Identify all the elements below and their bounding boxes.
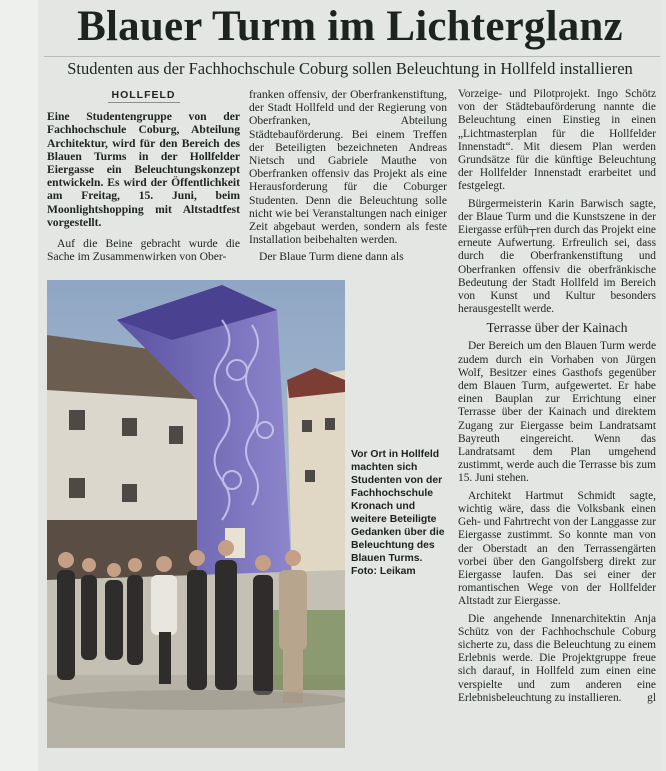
handwritten-date: [0, 718, 53, 738]
page-margin: [0, 0, 38, 771]
body-paragraph: Die angehende Innenarchitektin Anja Schütz von der Fachhochschule Coburg sicherte zu, dass die Beleuchtung zu einem Erlebnis werde. Die Projektgruppe freue sich darauf, in Hollfeld zum einen eine verspielte und zum anderen eine Erlebnisbeleuchtung zu installieren.: [458, 612, 656, 704]
body-paragraph: franken offensiv, der Oberfrankenstiftung, der Stadt Hollfeld und der Regierung von Oberfranken, Abteilung Städtebauförderung. Bei einem Treffen der Beteiligten bezeichneten Andreas Nietsch und Gabriele Mauthe von Oberfranken offensiv das Projekt als eine Herausforderung für die Coburger Studenten. Denn die Beleuchtung solle nicht wie bei Veranstaltungen nach einiger Zeit abgebaut werden, sondern als feste Installation beibehalten werden.: [249, 88, 447, 247]
body-paragraph: Auf die Beine gebracht wurde die Sache im Zusammenwirken von Ober-: [47, 237, 240, 264]
section-subtitle: Terrasse über der Kainach: [486, 320, 628, 336]
column-3: [458, 88, 656, 705]
author-signature: gl: [647, 691, 656, 704]
headline: Blauer Turm im Lichterglanz: [77, 3, 623, 50]
body-paragraph: Bürgermeisterin Karin Barwisch sagte, der Blaue Turm und die Kunstszene in der Eiergasse erfüh┬ren durch das Projekt eine erneute Aufwertung. Erfreulich sei, dass durch die Oberfrankenstiftung und Oberfranken offensiv die oberfränkische Bedeutung der Stadt Hollfeld im Bereich von Kunst und Kultur besonders herausgestellt werde.: [458, 197, 656, 316]
column-2: [249, 88, 447, 268]
body-paragraph: Der Bereich um den Blauen Turm werde zudem durch ein Vorhaben von Jürgen Wolf, Besitzer eines Gasthofs gegenüber dem Blauen Turm, aufgewertet. Er habe einen Bauplan zur Errichtung einer Terrasse über der Kainach und direktem Zugang zur Eiergasse beim Landratsamt Bayreuth eingereicht. Wenn das Landratsamt dem Plan umgehend zustimmt, werde auch die Terrasse bis zum 15. Juni stehen.: [458, 340, 656, 485]
subheadline: Studenten aus der Fachhochschule Coburg sollen Beleuchtung in Hollfeld installieren: [67, 59, 633, 78]
lead-paragraph: Eine Studentengruppe von der Fachhochschule Coburg, Abteilung Architektur, wird für den Bereich des Blauen Turms in der Hollfelder Eiergasse ein Beleuchtungskonzept entwickeln. Es wird der Öffentlichkeit am Freitag, 15. Juni, beim Moonlightshopping mit Altstadtfest vorgestellt.: [47, 110, 240, 229]
body-paragraph: Der Blaue Turm diene dann als: [259, 250, 404, 264]
headline-rule: [44, 56, 660, 57]
news-photo: [47, 280, 345, 748]
photo-caption: Vor Ort in Hollfeld machten sich Studenten von der Fachhochschule Kronach und weitere Beteiligte Gedanken über die Beleuchtung des Blauen Turms. Foto: Leikam: [351, 449, 445, 577]
column-1: [47, 88, 240, 267]
body-paragraph: Architekt Hartmut Schmidt sagte, wichtig wäre, dass die Volksbank einen Geh- und Fahrtrecht von der Langgasse zur Eiergasse zustimmt. So konnte man von der Oberstadt an den Terrassengärten vorbei über den Gangolfsberg direkt zur Eiergasse laufen. Das sei einer der romantischen Wege von der Hollfelder Altstadt zur Eiergasse.: [458, 489, 657, 608]
photo-illustration: [47, 280, 345, 748]
dateline: HOLLFELD: [108, 89, 180, 103]
body-paragraph: Vorzeige- und Pilotprojekt. Ingo Schötz von der Städtebauförderung nannte die Beleuchtung einen Einstieg in einen „Lichtmasterplan für die Hollfelder Innenstadt“. Mit diesem Plan werden Grundsätze für die künftige Beleuchtung der Hollfelder Innenstadt erarbeitet und festgelegt.: [458, 88, 656, 193]
